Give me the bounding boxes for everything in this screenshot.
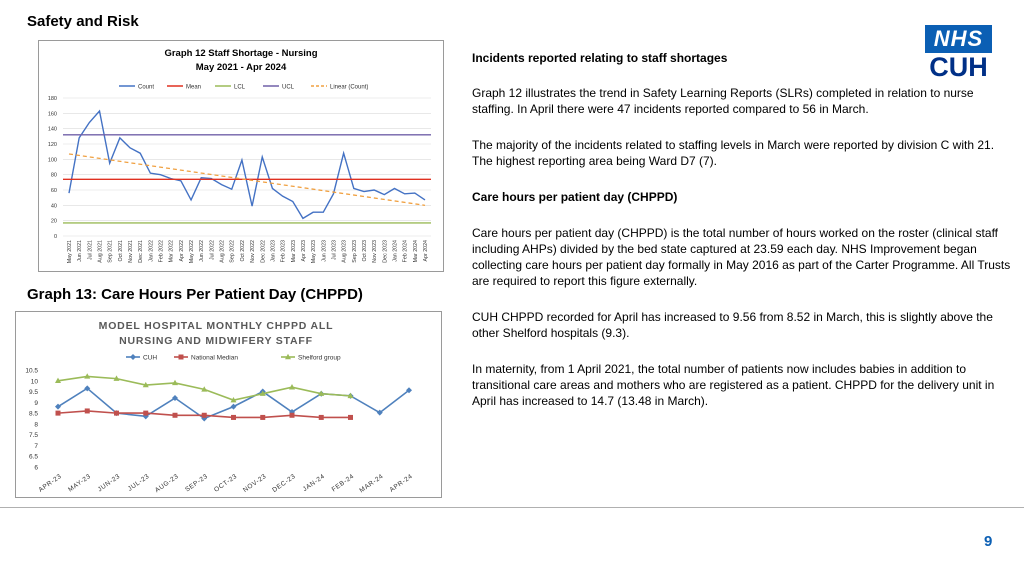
data-point-shelford-group (289, 384, 295, 389)
commentary-column (472, 50, 1012, 409)
x-tick-label: Feb 2022 (158, 240, 165, 263)
legend-label-4: Linear (Count) (330, 84, 369, 91)
x-tick-label: Jun 2022 (199, 240, 206, 262)
y-tick-label: 80 (50, 172, 57, 179)
series-line-count (69, 111, 425, 218)
graph-13-chart (15, 311, 442, 498)
legend-label-0: Count (138, 84, 155, 91)
x-tick-label: Jan 2022 (148, 240, 155, 262)
y-tick-label: 6 (34, 464, 38, 472)
x-tick-label: Oct 2021 (117, 240, 124, 262)
series-line-cuh (58, 388, 409, 418)
x-tick-label: Mar 2023 (290, 240, 297, 263)
legend-label-2: LCL (234, 84, 246, 91)
cuh-logo-text: CUH (929, 52, 988, 82)
x-tick-label: Aug 2021 (97, 240, 104, 263)
nhs-logo: NHS (925, 25, 992, 53)
legend-marker-0 (130, 354, 136, 360)
legend-label-1: Mean (186, 84, 202, 91)
page-title: Safety and Risk (27, 13, 139, 30)
legend-label-3: UCL (282, 84, 295, 91)
y-tick-label: 20 (50, 218, 57, 225)
x-tick-label: DEC-23 (271, 472, 298, 494)
chart-title: Graph 12 Staff Shortage - Nursing (164, 48, 318, 59)
x-tick-label: Jan 2023 (270, 240, 277, 262)
legend-label-1: National Median (191, 354, 238, 362)
x-tick-label: APR-23 (37, 472, 64, 494)
legend-marker-1 (179, 355, 184, 360)
x-tick-label: May 2021 (67, 240, 73, 264)
x-tick-label: OCT-23 (213, 472, 239, 494)
y-tick-label: 10.5 (25, 367, 38, 375)
cuh-chppd-paragraph: CUH CHPPD recorded for April has increased to 9.56 from 8.52 in March, this is slightly above the other Shelford hospitals (9.3). (472, 310, 993, 340)
data-point-national-median (114, 411, 119, 416)
data-point-national-median (319, 415, 324, 420)
x-tick-label: Oct 2022 (239, 240, 246, 262)
division-paragraph: The majority of the incidents related to staffing levels in March were reported by division C with 21. The highest reporting area being Ward D7 (7). (472, 138, 995, 168)
x-tick-label: NOV-23 (241, 472, 268, 494)
page-number: 9 (984, 533, 993, 550)
x-tick-label: Aug 2023 (341, 240, 348, 263)
data-point-cuh (231, 404, 237, 410)
x-tick-label: JUN-23 (96, 472, 122, 494)
y-tick-label: 8 (34, 421, 38, 429)
y-tick-label: 0 (53, 234, 57, 240)
y-tick-label: 120 (47, 142, 57, 148)
graph-13-heading: Graph 13: Care Hours Per Patient Day (CHPPD) (27, 286, 363, 303)
x-tick-label: AUG-23 (153, 472, 181, 495)
x-tick-label: Apr 2023 (300, 240, 307, 262)
x-tick-label: Sep 2023 (351, 240, 358, 263)
x-tick-label: Dec 2022 (260, 240, 267, 263)
x-tick-label: Jan 2024 (392, 240, 399, 262)
data-point-national-median (290, 413, 295, 418)
y-tick-label: 9 (34, 399, 38, 407)
x-tick-label: SEP-23 (184, 472, 210, 494)
x-tick-label: Sep 2021 (107, 240, 114, 263)
x-tick-label: Jun 2023 (321, 240, 328, 262)
data-point-national-median (202, 413, 207, 418)
x-tick-label: MAY-23 (67, 472, 93, 494)
nhs-cuh-logo (925, 25, 992, 81)
x-tick-label: JUL-23 (126, 472, 151, 493)
x-tick-label: Mar 2024 (412, 240, 419, 263)
chppd-definition-paragraph: Care hours per patient day (CHPPD) is the total number of hours worked on the roster (clinical staff including AHPs) divided by the bed state captured at 23.59 each day. NHS Improvement began collecting care hours per patient day formally in May 2016 as part of the Carter Programme. All Trusts are required to report this figure externally. (472, 226, 1011, 288)
data-point-national-median (173, 413, 178, 418)
y-tick-label: 140 (47, 126, 57, 133)
x-tick-label: Nov 2022 (250, 240, 257, 263)
graph12-paragraph: Graph 12 illustrates the trend in Safety Learning Reports (SLRs) completed in relation to nurse staffing. In April there were 47 incidents reported compared to 56 in March. (472, 86, 974, 116)
x-tick-label: Feb 2024 (402, 240, 409, 263)
footer-divider (0, 507, 1024, 508)
x-tick-label: Jul 2022 (209, 240, 216, 261)
x-tick-label: Jul 2021 (87, 240, 94, 261)
chart-title-line-2: NURSING AND MIDWIFERY STAFF (119, 335, 313, 347)
data-point-national-median (260, 415, 265, 420)
chart-title-line-1: MODEL HOSPITAL MONTHLY CHPPD ALL (98, 320, 334, 332)
x-tick-label: Aug 2022 (219, 240, 226, 263)
x-tick-label: Apr 2022 (178, 240, 185, 262)
x-tick-label: Nov 2023 (372, 240, 379, 263)
y-tick-label: 160 (47, 111, 57, 118)
x-tick-label: Feb 2023 (280, 240, 287, 263)
y-tick-label: 8.5 (28, 410, 38, 418)
y-tick-label: 60 (50, 188, 57, 194)
x-tick-label: Oct 2023 (361, 240, 368, 262)
y-tick-label: 10 (30, 378, 38, 386)
x-tick-label: Jul 2023 (331, 240, 338, 261)
chppd-heading: Care hours per patient day (CHPPD) (472, 190, 678, 204)
graph-13-svg (16, 312, 441, 497)
chart-subtitle: May 2021 - Apr 2024 (195, 62, 287, 73)
data-point-national-median (143, 411, 148, 416)
data-point-national-median (56, 411, 61, 416)
y-tick-label: 9.5 (28, 389, 38, 397)
y-tick-label: 180 (47, 96, 57, 102)
legend-label-2: Shelford group (298, 354, 341, 362)
x-tick-label: Sep 2022 (229, 240, 236, 263)
x-tick-label: Apr 2024 (423, 240, 429, 262)
graph-12-svg (39, 41, 443, 271)
y-tick-label: 6.5 (28, 453, 38, 461)
x-tick-label: Mar 2022 (168, 240, 175, 263)
x-tick-label: APR-24 (388, 472, 415, 494)
incidents-heading: Incidents reported relating to staff shortages (472, 51, 728, 65)
x-tick-label: Nov 2021 (128, 240, 135, 263)
data-point-national-median (348, 415, 353, 420)
x-tick-label: Dec 2023 (382, 240, 389, 263)
maternity-paragraph: In maternity, from 1 April 2021, the total number of patients now includes babies in addition to transitional care areas and mothers who are registered as a patient. CHPPD for the delivery unit in April has increased to 14.7 (13.48 in March). (472, 362, 995, 408)
x-tick-label: Jun 2021 (77, 240, 84, 262)
data-point-national-median (85, 408, 90, 413)
x-tick-label: JAN-24 (301, 472, 327, 494)
x-tick-label: May 2022 (189, 240, 196, 264)
y-tick-label: 7 (34, 442, 38, 450)
x-tick-label: Dec 2021 (138, 240, 145, 263)
legend-label-0: CUH (143, 354, 158, 362)
x-tick-label: May 2023 (311, 240, 318, 264)
x-tick-label: FEB-24 (330, 472, 356, 494)
data-point-national-median (231, 415, 236, 420)
y-tick-label: 7.5 (28, 432, 38, 440)
graph-12-chart (38, 40, 444, 272)
y-tick-label: 40 (50, 203, 57, 210)
x-tick-label: MAR-24 (358, 472, 385, 495)
y-tick-label: 100 (47, 157, 57, 164)
